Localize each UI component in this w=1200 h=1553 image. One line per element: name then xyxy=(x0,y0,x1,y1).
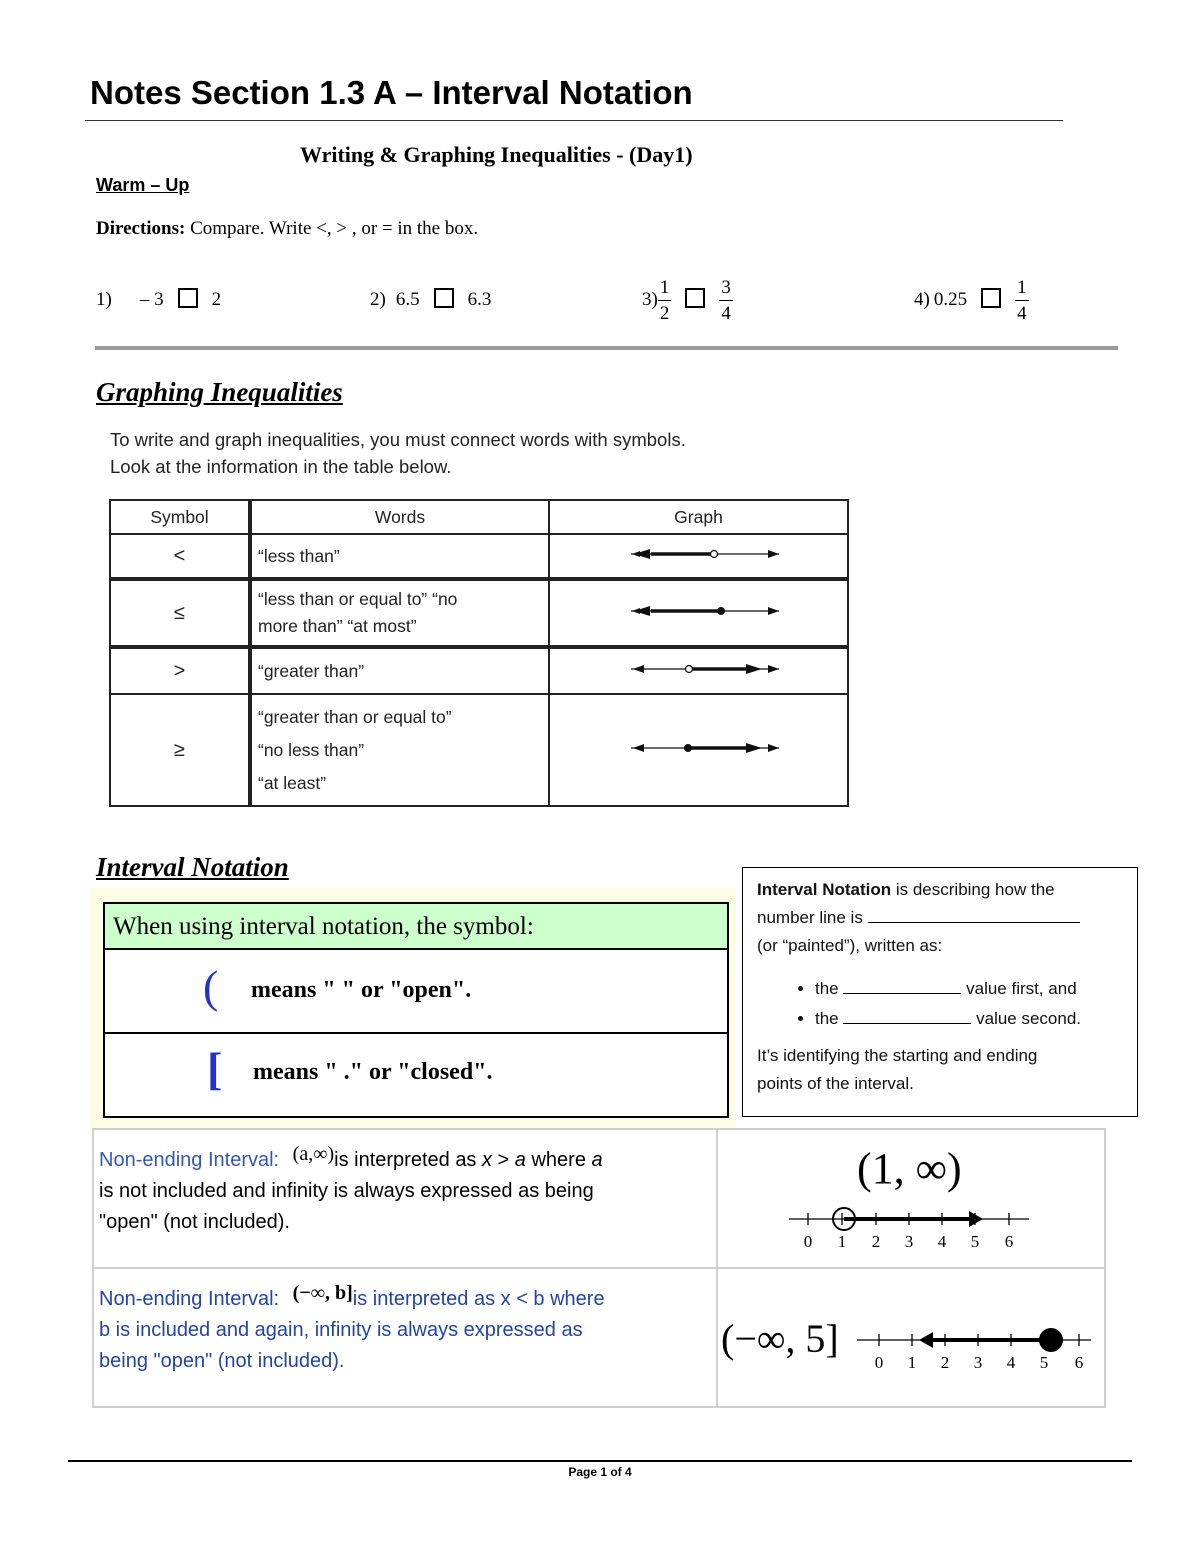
blank-field[interactable] xyxy=(843,975,961,994)
symbol-cell: ≤ xyxy=(110,579,250,647)
blank-field[interactable] xyxy=(868,904,1080,923)
warmup-label: Warm – Up xyxy=(96,175,190,195)
tick-label: 1 xyxy=(837,1232,847,1251)
notation-infinity-b: (−∞, b] xyxy=(292,1282,353,1304)
closed-symbol-row xyxy=(105,1034,727,1114)
answer-box[interactable] xyxy=(685,288,705,308)
non-ending-description: Non-ending Interval: (−∞, b]is interpreted as x < b where b is included and again, infinity is always expressed as being "open" (not included). xyxy=(93,1268,717,1407)
tick-label: 2 xyxy=(871,1232,881,1251)
non-ending-example xyxy=(717,1268,1105,1407)
number-line-less-than xyxy=(556,539,841,569)
fraction-left: $\frac{1}{2}$ xyxy=(659,276,670,324)
words-cell: “less than” xyxy=(250,534,549,579)
non-ending-interval-table xyxy=(92,1128,1106,1408)
number-line-greater-equal xyxy=(556,733,841,763)
answer-box[interactable] xyxy=(434,288,454,308)
definition-term: Interval Notation xyxy=(757,880,892,899)
warmup-problem-1 xyxy=(96,272,221,328)
words-cell: “greater than or equal to” “no less than” “at least” xyxy=(250,694,549,806)
inequality-table xyxy=(109,499,849,807)
number-line-less-equal xyxy=(556,596,841,626)
column-header-graph: Graph xyxy=(549,500,848,534)
directions-label: Directions: xyxy=(96,218,186,239)
problem-number: 4) xyxy=(914,289,930,310)
definition-box: Interval Notation is describing how the number line is (or “painted”), written as: • the value first, and • the value second. It’s identifying the starting and ending points of the interval. xyxy=(742,867,1138,1117)
warmup-problem-2 xyxy=(370,272,491,328)
non-ending-example xyxy=(717,1129,1105,1268)
answer-box[interactable] xyxy=(981,288,1001,308)
tick-label: 2 xyxy=(940,1353,950,1372)
number-line-one-to-infinity xyxy=(719,1131,1103,1261)
tick-label: 5 xyxy=(1039,1353,1049,1372)
table-row xyxy=(110,534,848,579)
tick-label: 1 xyxy=(907,1353,917,1372)
tick-label: 4 xyxy=(1006,1353,1016,1372)
problem-right: 6.3 xyxy=(467,289,492,310)
interval-box-heading: When using interval notation, the symbol: xyxy=(105,904,727,950)
warmup-problem-4 xyxy=(914,272,1029,328)
footer-divider xyxy=(68,1460,1132,1462)
problem-left: 0.25 xyxy=(933,289,968,310)
warmup-problem-3 xyxy=(642,272,733,328)
page-number: Page 1 of 4 xyxy=(568,1465,632,1479)
graph-cell xyxy=(549,534,848,579)
directions xyxy=(96,218,478,240)
table-row xyxy=(110,647,848,694)
column-header-symbol: Symbol xyxy=(110,500,250,534)
words-cell: “less than or equal to” “no more than” “at most” xyxy=(250,579,549,647)
symbol-cell: > xyxy=(110,647,250,694)
tick-label: 6 xyxy=(1074,1353,1084,1372)
graphing-heading: Graphing Inequalities xyxy=(96,377,343,407)
answer-box[interactable] xyxy=(178,288,198,308)
tick-label: 0 xyxy=(874,1353,884,1372)
symbol-cell: ≥ xyxy=(110,694,250,806)
table-row xyxy=(93,1268,1105,1407)
problem-left: 6.5 xyxy=(395,289,420,310)
problem-right: 2 xyxy=(211,289,222,310)
graph-cell xyxy=(549,647,848,694)
closed-bracket-symbol: [ xyxy=(207,1043,223,1094)
open-paren-symbol: ( xyxy=(203,961,219,1012)
directions-text: Compare. Write <, > , or = in the box. xyxy=(185,218,479,239)
graphing-intro: To write and graph inequalities, you must connect words with symbols. Look at the information in the table below. xyxy=(110,429,686,477)
tick-label: 0 xyxy=(803,1232,813,1251)
blank-field[interactable] xyxy=(843,1005,971,1024)
words-cell: “greater than” xyxy=(250,647,549,694)
problem-number: 1) xyxy=(96,289,112,310)
graph-cell xyxy=(549,694,848,806)
tick-label: 3 xyxy=(973,1353,983,1372)
interval-heading: Interval Notation xyxy=(96,852,289,882)
tick-label: 3 xyxy=(904,1232,914,1251)
tick-label: 6 xyxy=(1004,1232,1014,1251)
tick-label: 4 xyxy=(937,1232,947,1251)
problem-number: 3) xyxy=(642,289,658,310)
table-row xyxy=(110,579,848,647)
notation-a-infinity: (a,∞) xyxy=(292,1143,335,1165)
table-row xyxy=(110,694,848,806)
symbol-cell: < xyxy=(110,534,250,579)
table-row xyxy=(93,1129,1105,1268)
example-notation: (1, ∞) xyxy=(857,1144,962,1193)
worksheet-title: Writing & Graphing Inequalities - (Day1) xyxy=(300,142,693,167)
closed-meaning: means " ." or "closed". xyxy=(253,1059,493,1085)
tick-label: 5 xyxy=(970,1232,980,1251)
open-meaning: means " " or "open". xyxy=(251,977,472,1003)
example-notation: (−∞, 5] xyxy=(721,1316,839,1361)
number-line-greater-than xyxy=(556,654,841,684)
definition-bullets xyxy=(757,974,1137,1034)
fraction-right: $\frac{3}{4}$ xyxy=(721,276,731,324)
column-header-words: Words xyxy=(250,500,549,534)
title-divider xyxy=(85,120,1063,121)
graph-cell xyxy=(549,579,848,647)
interval-symbol-box xyxy=(103,902,729,1118)
number-line-infinity-to-five xyxy=(719,1270,1103,1400)
list-item: • the value second. xyxy=(815,1004,1137,1034)
fraction-right: $\frac{1}{4}$ xyxy=(1017,276,1027,324)
problem-number: 2) xyxy=(370,289,386,310)
open-symbol-row xyxy=(105,952,727,1034)
problem-left: – 3 xyxy=(139,289,164,310)
section-divider xyxy=(95,346,1118,350)
list-item: • the value first, and xyxy=(815,974,1137,1004)
page-title: Notes Section 1.3 A – Interval Notation xyxy=(90,74,693,111)
non-ending-description: Non-ending Interval: (a,∞)is interpreted as x > a where a is not included and infinity is always expressed as being "open" (not included). xyxy=(93,1129,717,1268)
